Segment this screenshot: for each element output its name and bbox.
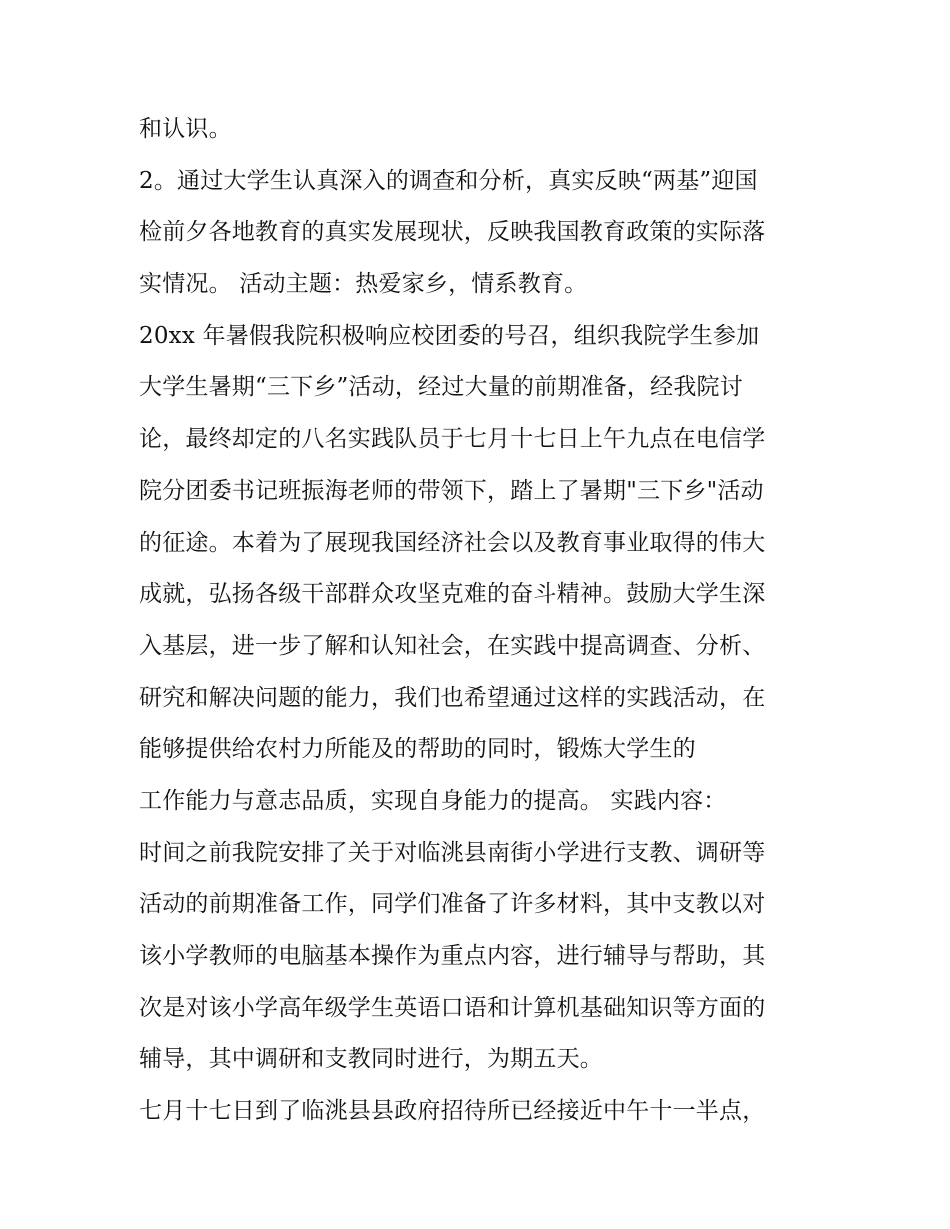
- text-line: 次是对该小学高年级学生英语口语和计算机基础知识等方面的: [139, 994, 766, 1021]
- text-line: 实情况。 活动主题：热爱家乡，情系教育。: [139, 271, 588, 298]
- text-line: 成就，弘扬各级干部群众攻坚克难的奋斗精神。鼓励大学生深: [139, 581, 766, 608]
- text-line: 院分团委书记班振海老师的带领下，踏上了暑期"三下乡"活动: [139, 477, 764, 504]
- text-line: 20xx 年暑假我院积极响应校团委的号召，组织我院学生参加: [139, 322, 760, 349]
- text-line: 2。通过大学生认真深入的调查和分析，真实反映“两基”迎国: [139, 167, 758, 194]
- text-line: 七月十七日到了临洮县县政府招待所已经接近中午十一半点，: [139, 1098, 766, 1125]
- text-line: 和认识。: [139, 116, 232, 142]
- text-line: 时间之前我院安排了关于对临洮县南街小学进行支教、调研等: [139, 839, 766, 866]
- text-line: 的征途。本着为了展现我国经济社会以及教育事业取得的伟大: [139, 529, 766, 556]
- text-line: 活动的前期准备工作，同学们准备了许多材料，其中支教以对: [139, 891, 766, 918]
- text-line: 该小学教师的电脑基本操作为重点内容，进行辅导与帮助，其: [139, 943, 766, 969]
- text-line: 入基层，进一步了解和认知社会，在实践中提高调查、分析、: [139, 632, 766, 659]
- body-text: [139, 104, 829, 1138]
- text-line: 大学生暑期“三下乡”活动，经过大量的前期准备，经我院讨: [139, 374, 743, 401]
- text-line: 检前夕各地教育的真实发展现状，反映我国教育政策的实际落: [139, 219, 766, 246]
- text-line: 研究和解决问题的能力，我们也希望通过这样的实践活动，在: [139, 684, 766, 711]
- text-line: 辅导，其中调研和支教同时进行，为期五天。: [139, 1046, 603, 1073]
- text-line: 工作能力与意志品质，实现自身能力的提高。 实践内容：: [139, 787, 727, 814]
- text-line: 能够提供给农村力所能及的帮助的同时，锻炼大学生的: [139, 736, 696, 763]
- text-line: 论，最终却定的八名实践队员于七月十七日上午九点在电信学: [139, 426, 766, 453]
